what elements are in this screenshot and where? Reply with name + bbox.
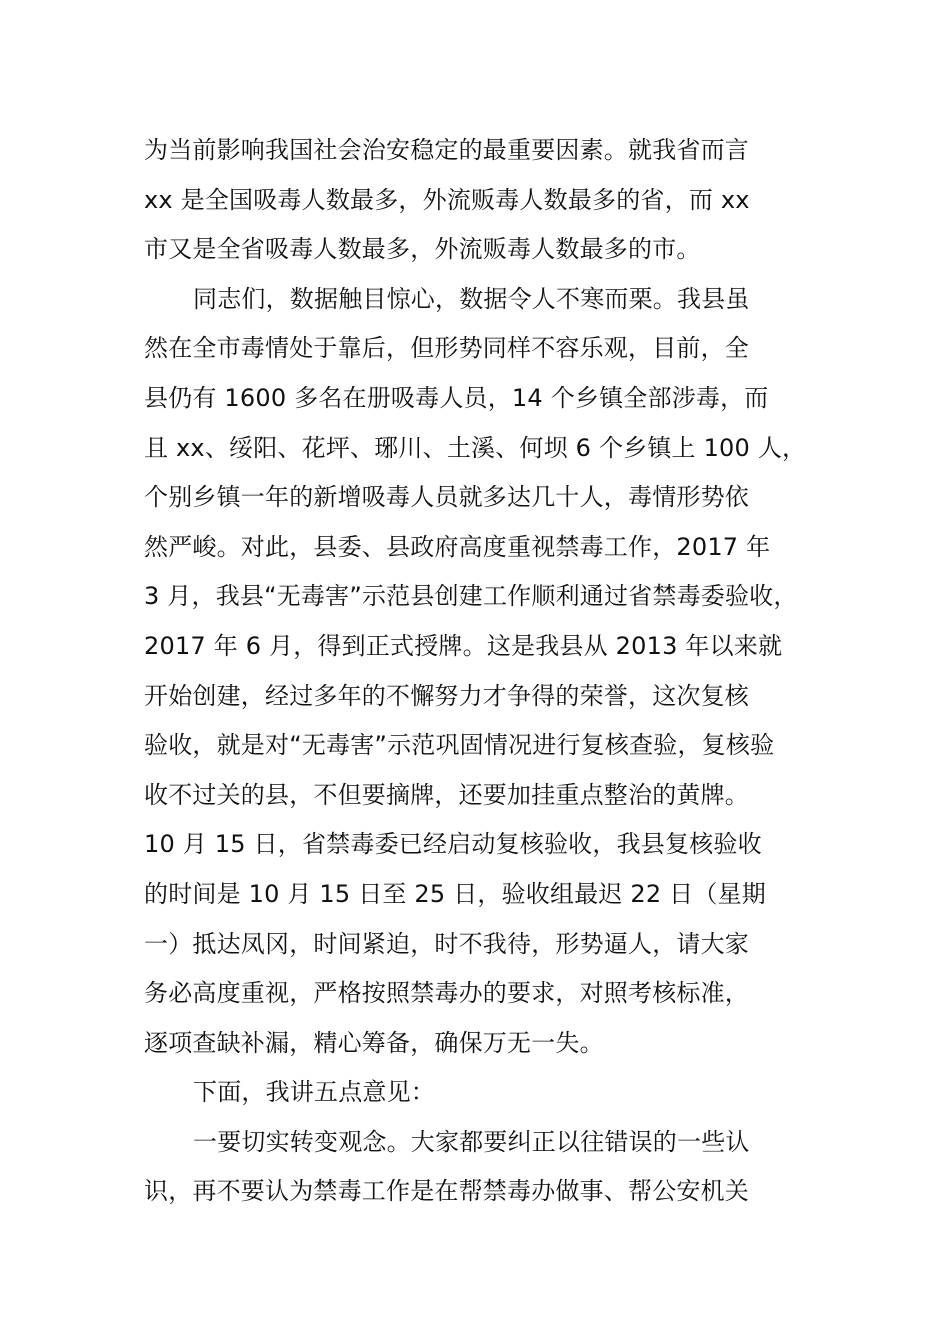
text-line-16: 的时间是 10 月 15 日至 25 日，验收组最迟 22 日（星期	[144, 879, 766, 908]
text-line-11: 2017 年 6 月，得到正式授牌。这是我县从 2013 年以来就	[144, 631, 783, 660]
text-line-5: 然在全市毒情处于靠后，但形势同样不容乐观，目前，全	[144, 334, 749, 363]
text-line-10: 3 月，我县“无毒害”示范县创建工作顺利通过省禁毒委验收，	[144, 582, 798, 611]
document-body	[144, 126, 834, 1217]
text-line-12: 开始创建，经过多年的不懈努力才争得的荣誉，这次复核	[144, 681, 749, 710]
text-line-19: 逐项查缺补漏，精心筹备，确保万无一失。	[144, 1028, 604, 1057]
text-line-3: 市又是全省吸毒人数最多，外流贩毒人数最多的市。	[144, 235, 701, 264]
text-line-21: 一要切实转变观念。大家都要纠正以往错误的一些认	[193, 1127, 750, 1156]
text-line-1: 为当前影响我国社会治安稳定的最重要因素。就我省而言	[144, 136, 749, 164]
text-line-20: 下面，我讲五点意见：	[193, 1078, 435, 1107]
text-line-7: 且 xx、绥阳、花坪、琊川、土溪、何坝 6 个乡镇上 100 人，	[144, 433, 807, 462]
text-line-13: 验收，就是对“无毒害”示范巩固情况进行复核查验，复核验	[144, 731, 775, 760]
text-line-4: 同志们，数据触目惊心，数据令人不寒而栗。我县虽	[193, 284, 750, 313]
text-line-18: 务必高度重视，严格按照禁毒办的要求，对照考核标准，	[144, 979, 749, 1008]
text-line-15: 10 月 15 日，省禁毒委已经启动复核验收，我县复核验收	[144, 830, 762, 859]
text-line-8: 个别乡镇一年的新增吸毒人员就多达几十人，毒情形势依	[144, 483, 749, 512]
text-line-6: 县仍有 1600 多名在册吸毒人员，14 个乡镇全部涉毒，而	[144, 383, 769, 412]
text-line-9: 然严峻。对此，县委、县政府高度重视禁毒工作，2017 年	[144, 532, 771, 561]
text-line-22: 识，再不要认为禁毒工作是在帮禁毒办做事、帮公安机关	[144, 1177, 749, 1206]
text-line-14: 收不过关的县，不但要摘牌，还要加挂重点整治的黄牌。	[144, 780, 749, 809]
text-line-17: 一）抵达凤冈，时间紧迫，时不我待，形势逼人，请大家	[144, 929, 749, 958]
text-line-2: xx 是全国吸毒人数最多，外流贩毒人数最多的省，而 xx	[144, 185, 750, 214]
